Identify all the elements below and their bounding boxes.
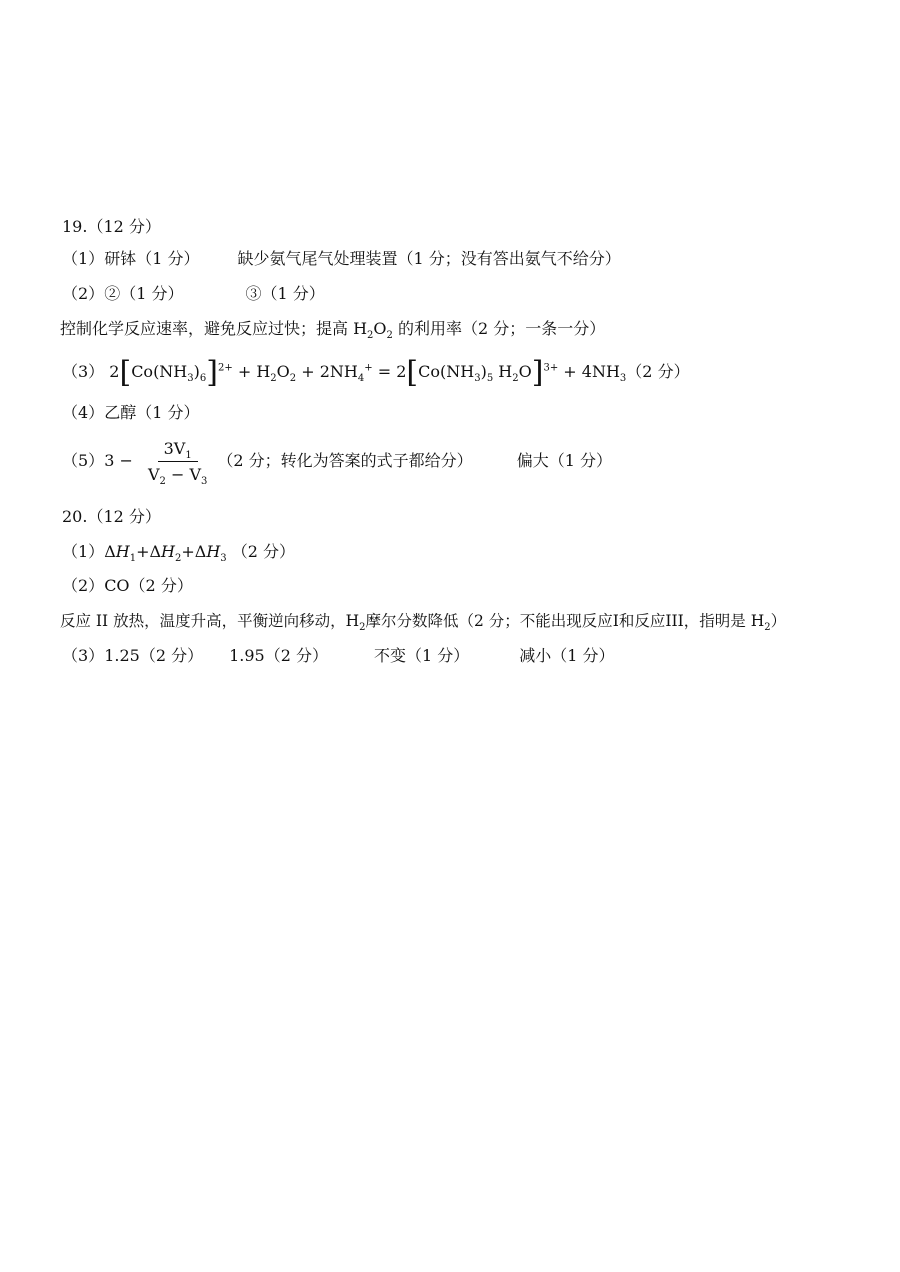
q19-part5-label: （5）: [62, 451, 105, 470]
q20-part2-label: （2）: [62, 576, 105, 595]
q19-part5: [62, 438, 612, 485]
q19-part1: [62, 248, 621, 270]
q19-part2-label: （2）: [62, 284, 105, 303]
q20-part3-answer3: 不变（1 分）: [374, 646, 470, 665]
q19-part3-label: （3）: [62, 362, 105, 381]
q19-part3-equation: $2[Co(NH_3)_6]^{2+} + H_2O_2 + 2NH_4^+ = 2[Co(NH_3)_5$ $H_2O]^{3+} + 4NH_3$: [109, 355, 627, 390]
q20-part2-answer1: CO（2 分）: [104, 576, 193, 595]
q20-header: 20.（12 分）: [62, 507, 161, 526]
q19-part2-note: 控制化学反应速率，避免反应过快；提高 $H_2O_2$ 的利用率（2 分；一条一分）: [60, 319, 606, 342]
q19-part4-answer1: 乙醇（1 分）: [104, 403, 200, 422]
q19-part5-lead: 3 −: [104, 451, 133, 470]
q20-part1-score: （2 分）: [231, 542, 296, 561]
q19-part1-answer1: 研钵（1 分）: [104, 249, 200, 268]
q19-header: 19.（12 分）: [62, 217, 161, 236]
q19-part4: [62, 402, 199, 424]
q20-part2-note: 反应 II 放热，温度升高，平衡逆向移动，$H_2$摩尔分数降低（2 分；不能出现反应I和反应III，指明是 $H_2$）: [60, 612, 787, 634]
q20-part3-answer2: 1.95（2 分）: [229, 646, 328, 665]
q19-part4-label: （4）: [62, 403, 105, 422]
q20-part3: [62, 645, 615, 667]
q20-part2: [62, 575, 193, 597]
q20-part3-answer1: 1.25（2 分）: [104, 646, 204, 665]
q20-part1-expression: $\Delta H_1+\Delta H_2+\Delta H_3$: [104, 542, 227, 565]
q19-part5-fraction: $\frac{3V_1}{V_2 - V_3}$: [147, 438, 208, 487]
q20-part1: [62, 541, 295, 563]
q19-part5-answer2: 偏大（1 分）: [516, 451, 612, 470]
q19-part2-answer2: ③（1 分）: [245, 284, 325, 303]
q19-part1-label: （1）: [62, 249, 105, 268]
q19-part3-score: （2 分）: [626, 362, 690, 381]
q19-part3: [62, 355, 690, 390]
q19-part2: [62, 283, 325, 305]
q19-part1-answer2: 缺少氨气尾气处理装置（1 分；没有答出氨气不给分）: [237, 249, 621, 268]
q20-part3-label: （3）: [62, 646, 105, 665]
q19-part5-score: （2 分；转化为答案的式子都给分）: [217, 451, 473, 470]
q19-part2-answer1: ②（1 分）: [104, 284, 184, 303]
q20-part1-label: （1）: [62, 542, 105, 561]
q20-part3-answer4: 减小（1 分）: [519, 646, 615, 665]
